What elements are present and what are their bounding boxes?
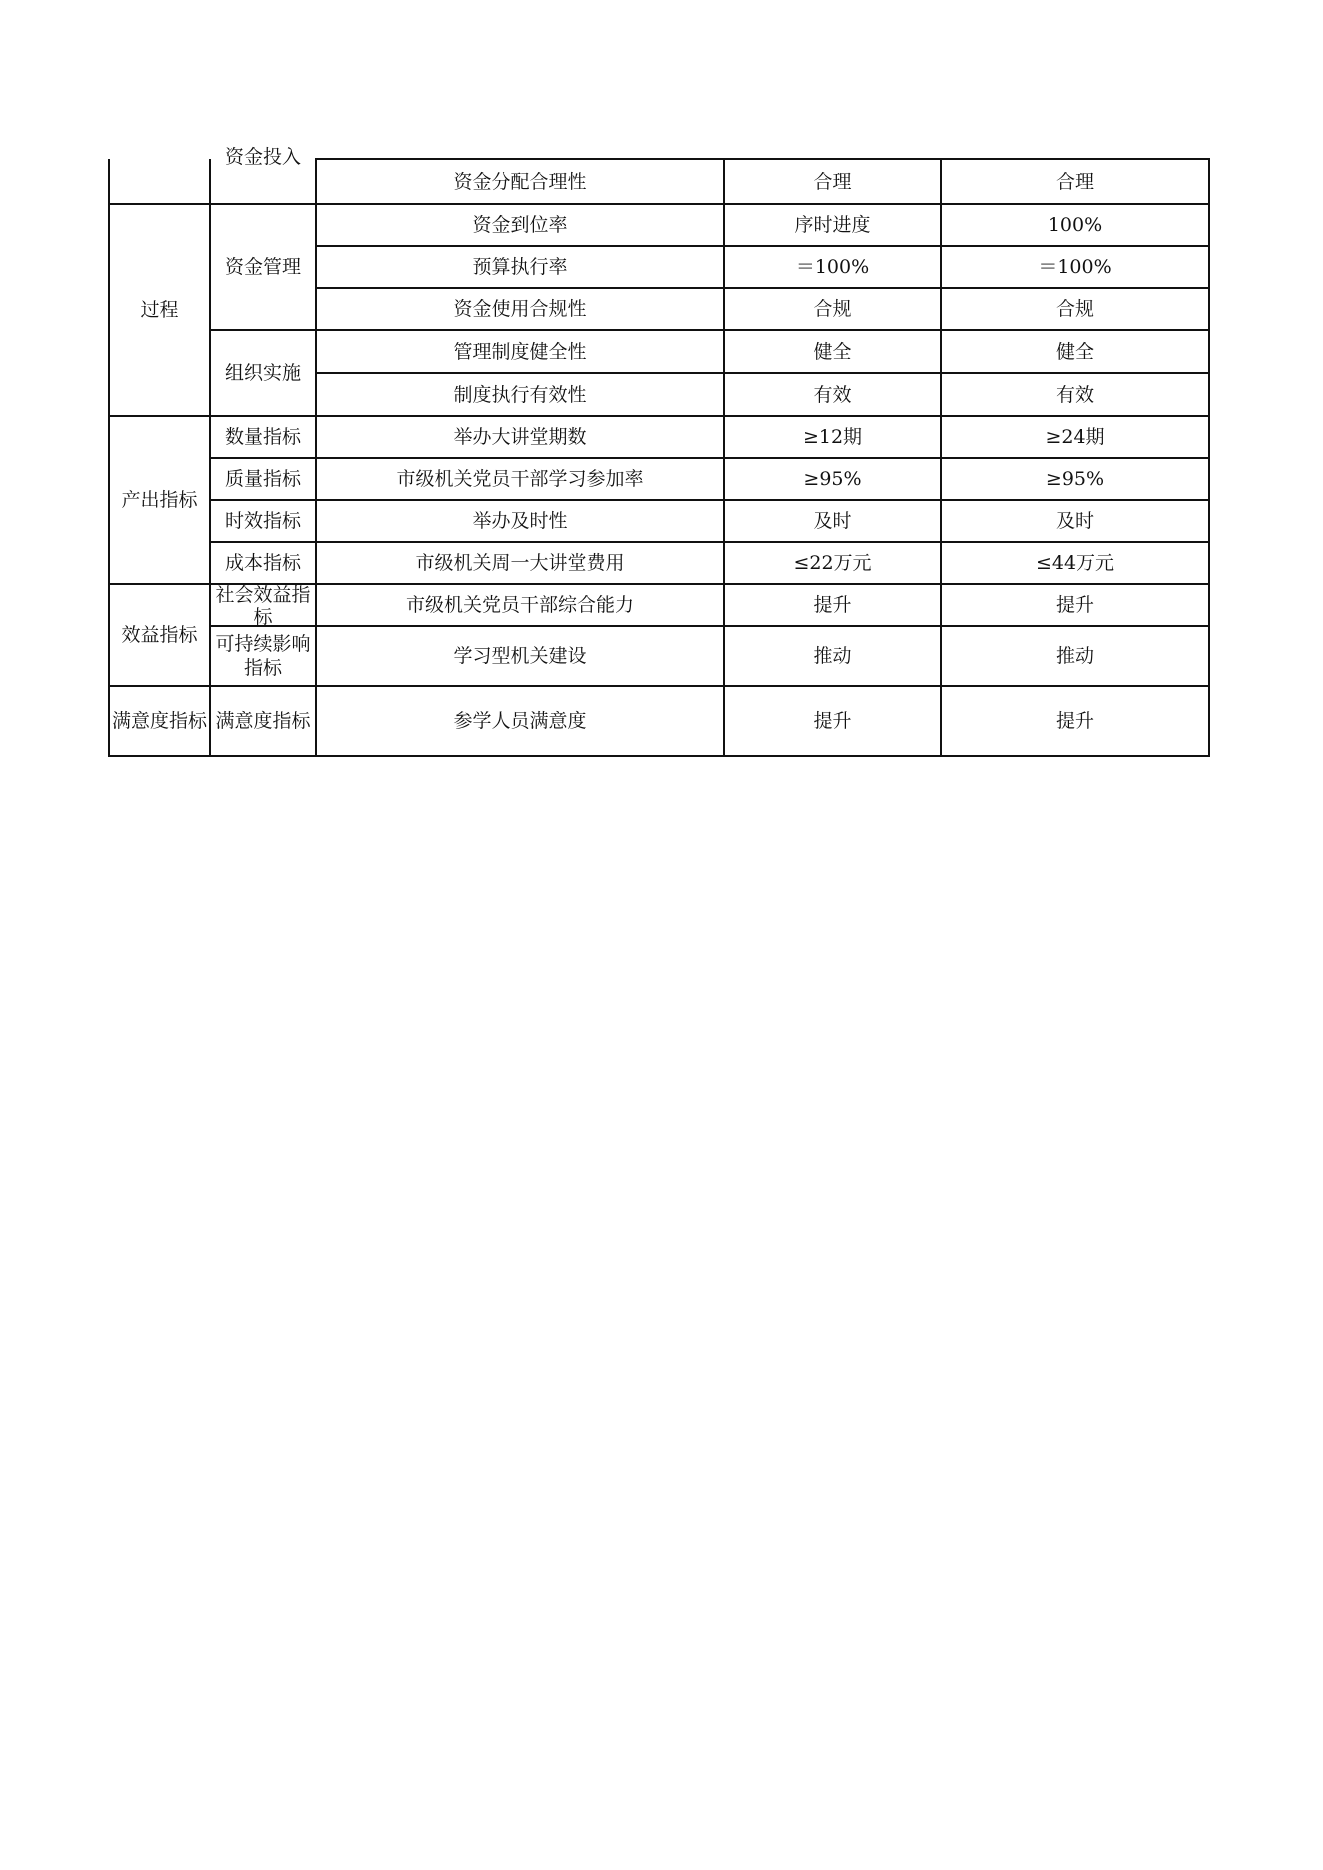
target-value-cell: 提升 bbox=[724, 686, 941, 756]
level2-cell: 成本指标 bbox=[210, 542, 316, 584]
level2-cell-satisfaction: 满意度指标 bbox=[210, 686, 316, 756]
actual-value-cell: ＝100% bbox=[941, 246, 1209, 288]
level2-cell-social-benefit bbox=[210, 584, 316, 626]
level2-cell-sustainable: 可持续影响指标 bbox=[210, 626, 316, 686]
level3-cell: 制度执行有效性 bbox=[316, 373, 724, 416]
level1-cell-benefit: 效益指标 bbox=[109, 584, 210, 686]
level3-cell: 市级机关党员干部学习参加率 bbox=[316, 458, 724, 500]
target-value-cell: 推动 bbox=[724, 626, 941, 686]
level3-cell: 管理制度健全性 bbox=[316, 330, 724, 373]
table-row bbox=[109, 686, 1209, 756]
table-row bbox=[109, 204, 1209, 246]
level1-cell-output: 产出指标 bbox=[109, 416, 210, 584]
table-row bbox=[109, 626, 1209, 686]
actual-value-cell: 100% bbox=[941, 204, 1209, 246]
level2-cell: 数量指标 bbox=[210, 416, 316, 458]
table-row bbox=[109, 584, 1209, 626]
target-value-cell: ≥12期 bbox=[724, 416, 941, 458]
actual-value-cell: 提升 bbox=[941, 584, 1209, 626]
target-value-cell: 提升 bbox=[724, 584, 941, 626]
level3-cell: 学习型机关建设 bbox=[316, 626, 724, 686]
level2-cell-fund-management: 资金管理 bbox=[210, 204, 316, 330]
level2-cell-organization: 组织实施 bbox=[210, 330, 316, 416]
target-value-cell: 健全 bbox=[724, 330, 941, 373]
target-value-cell: ≥95% bbox=[724, 458, 941, 500]
actual-value-cell: ≥95% bbox=[941, 458, 1209, 500]
actual-value-cell: ≤44万元 bbox=[941, 542, 1209, 584]
level3-cell: 资金分配合理性 bbox=[316, 159, 724, 204]
level2-cell: 时效指标 bbox=[210, 500, 316, 542]
target-value-cell: 及时 bbox=[724, 500, 941, 542]
actual-value-cell: 合规 bbox=[941, 288, 1209, 330]
level3-cell: 预算执行率 bbox=[316, 246, 724, 288]
level3-cell: 举办及时性 bbox=[316, 500, 724, 542]
table-row bbox=[109, 500, 1209, 542]
target-value-cell: 有效 bbox=[724, 373, 941, 416]
level2-cell-social-benefit-text: 社会效益指标 bbox=[215, 584, 311, 628]
table-row bbox=[109, 458, 1209, 500]
level3-cell: 市级机关周一大讲堂费用 bbox=[316, 542, 724, 584]
actual-value-cell: 健全 bbox=[941, 330, 1209, 373]
actual-value-cell: 合理 bbox=[941, 159, 1209, 204]
target-value-cell: 合理 bbox=[724, 159, 941, 204]
target-value-cell: ≤22万元 bbox=[724, 542, 941, 584]
actual-value-cell: 推动 bbox=[941, 626, 1209, 686]
actual-value-cell: ≥24期 bbox=[941, 416, 1209, 458]
level3-cell: 市级机关党员干部综合能力 bbox=[316, 584, 724, 626]
level1-cell bbox=[109, 159, 210, 204]
level3-cell: 举办大讲堂期数 bbox=[316, 416, 724, 458]
table-row bbox=[109, 159, 1209, 204]
table-row bbox=[109, 416, 1209, 458]
level2-cell-cut: 资金投入 bbox=[210, 159, 316, 204]
actual-value-cell: 及时 bbox=[941, 500, 1209, 542]
level3-cell: 资金使用合规性 bbox=[316, 288, 724, 330]
level1-cell-satisfaction: 满意度指标 bbox=[109, 686, 210, 756]
table-row bbox=[109, 542, 1209, 584]
level2-cell: 质量指标 bbox=[210, 458, 316, 500]
table-row bbox=[109, 330, 1209, 373]
target-value-cell: 合规 bbox=[724, 288, 941, 330]
level3-cell: 资金到位率 bbox=[316, 204, 724, 246]
level1-cell-process: 过程 bbox=[109, 204, 210, 416]
actual-value-cell: 有效 bbox=[941, 373, 1209, 416]
target-value-cell: ＝100% bbox=[724, 246, 941, 288]
performance-indicator-table-wrapper bbox=[108, 146, 1210, 757]
target-value-cell: 序时进度 bbox=[724, 204, 941, 246]
performance-indicator-table bbox=[108, 146, 1210, 757]
level3-cell: 参学人员满意度 bbox=[316, 686, 724, 756]
actual-value-cell: 提升 bbox=[941, 686, 1209, 756]
